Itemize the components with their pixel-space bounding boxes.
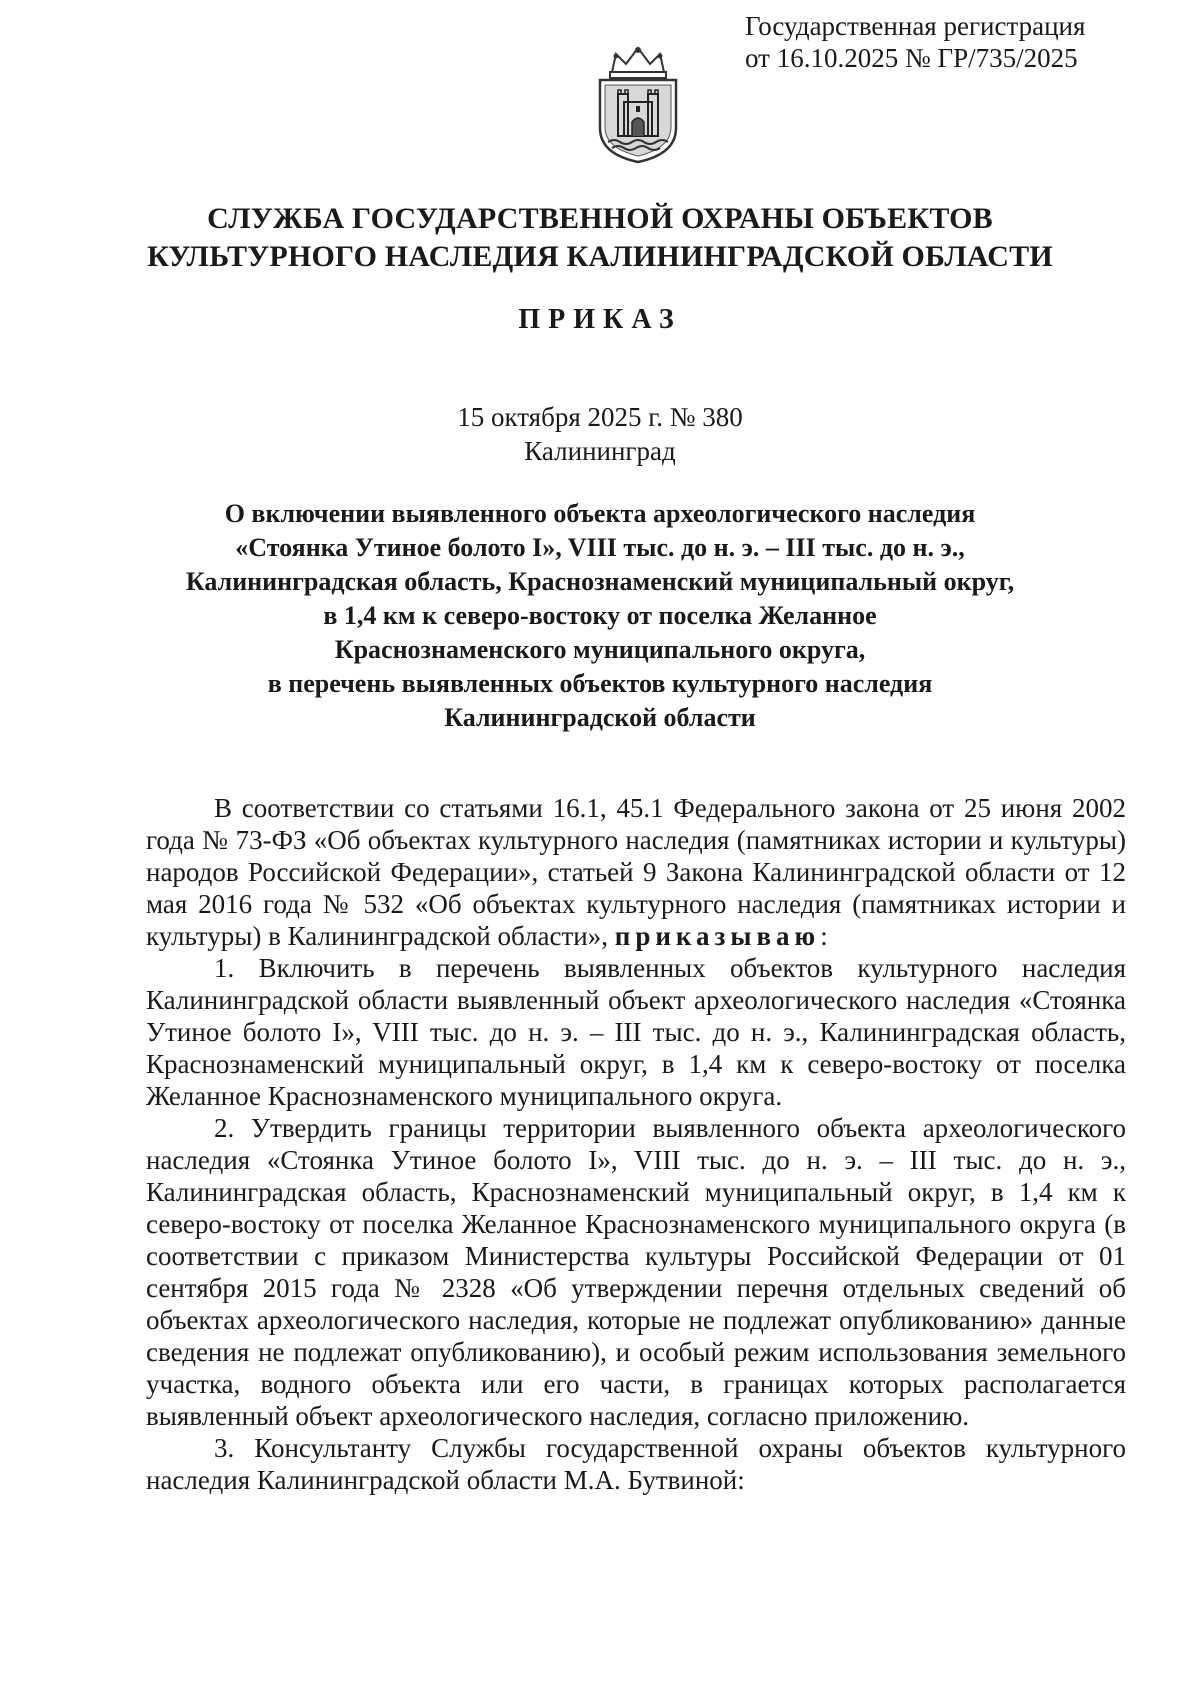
- order-place: Калининград: [524, 436, 676, 466]
- order-item-3: 3. Консультанту Службы государственной охраны объектов культурного наследия Калининградской области М.А. Бутвиной:: [146, 1433, 1126, 1495]
- subject-line: Калининградская область, Краснознаменский муниципальный округ,: [185, 567, 1015, 596]
- registration-line-1: Государственная регистрация: [745, 11, 1086, 41]
- registration-line-2: от 16.10.2025 № ГР/735/2025: [745, 43, 1078, 73]
- agency-name-line-2: КУЛЬТУРНОГО НАСЛЕДИЯ КАЛИНИНГРАДСКОЙ ОБЛАСТИ: [147, 240, 1053, 273]
- subject-line: «Стоянка Утиное болото I», VIII тыс. до н. э. – III тыс. до н. э.,: [235, 533, 965, 562]
- order-item-1: 1. Включить в перечень выявленных объектов культурного наследия Калининградской области выявленный объект археологического наследия «Стоянка Утиное болото I», VIII тыс. до н. э. – III тыс. до н. э., Калининградская область, Краснознаменский муниципальный округ, в 1,4 км к северо-востоку от поселка Желанное Краснознаменского муниципального округа.: [146, 953, 1126, 1111]
- subject-line: в 1,4 км к северо-востоку от поселка Желанное: [323, 601, 877, 630]
- order-body: [146, 792, 1126, 1496]
- order-item-2: 2. Утвердить границы территории выявленного объекта археологического наследия «Стоянка Утиное болото I», VIII тыс. до н. э. – III тыс. до н. э., Калининградская область, Краснознаменский муниципальный округ, в 1,4 км к северо-востоку от поселка Желанное Краснознаменского муниципального округа (в соответствии с приказом Министерства культуры Российской Федерации от 01 сентября 2015 года № 2328 «Об утверждении перечня отдельных сведений об объектах археологического наследия, которые не подлежат опубликованию» данные сведения не подлежат опубликованию), и особый режим использования земельного участка, водного объекта или его части, в границах которых располагается выявленный объект археологического наследия, согласно приложению.: [146, 1113, 1126, 1431]
- date-and-place: [0, 400, 1200, 468]
- decree-colon: :: [820, 921, 828, 951]
- order-subject: [150, 497, 1050, 735]
- decree-word: приказываю: [614, 921, 821, 951]
- subject-line: О включении выявленного объекта археологического наследия: [224, 499, 976, 528]
- coat-of-arms-icon: [592, 44, 684, 166]
- subject-line: Калининградской области: [444, 703, 756, 732]
- agency-name-line-1: СЛУЖБА ГОСУДАРСТВЕННОЙ ОХРАНЫ ОБЪЕКТОВ: [207, 202, 993, 235]
- subject-line: Краснознаменского муниципального округа,: [334, 635, 866, 664]
- subject-line: в перечень выявленных объектов культурного наследия: [267, 669, 933, 698]
- order-date-number: 15 октября 2025 г. № 380: [457, 402, 743, 432]
- document-type-title: ПРИКАЗ: [518, 304, 682, 335]
- agency-name: [0, 200, 1200, 276]
- preamble-text: В соответствии со статьями 16.1, 45.1 Федерального закона от 25 июня 2002 года № 73-ФЗ «Об объектах культурного наследия (памятниках истории и культуры) народов Российской Федерации», статьей 9 Закона Калининградской области от 12 мая 2016 года № 532 «Об объектах культурного наследия (памятниках истории и культуры) в Калининградской области»,: [146, 793, 1126, 951]
- registration-stamp: [745, 10, 1085, 74]
- preamble-paragraph: [146, 792, 1126, 952]
